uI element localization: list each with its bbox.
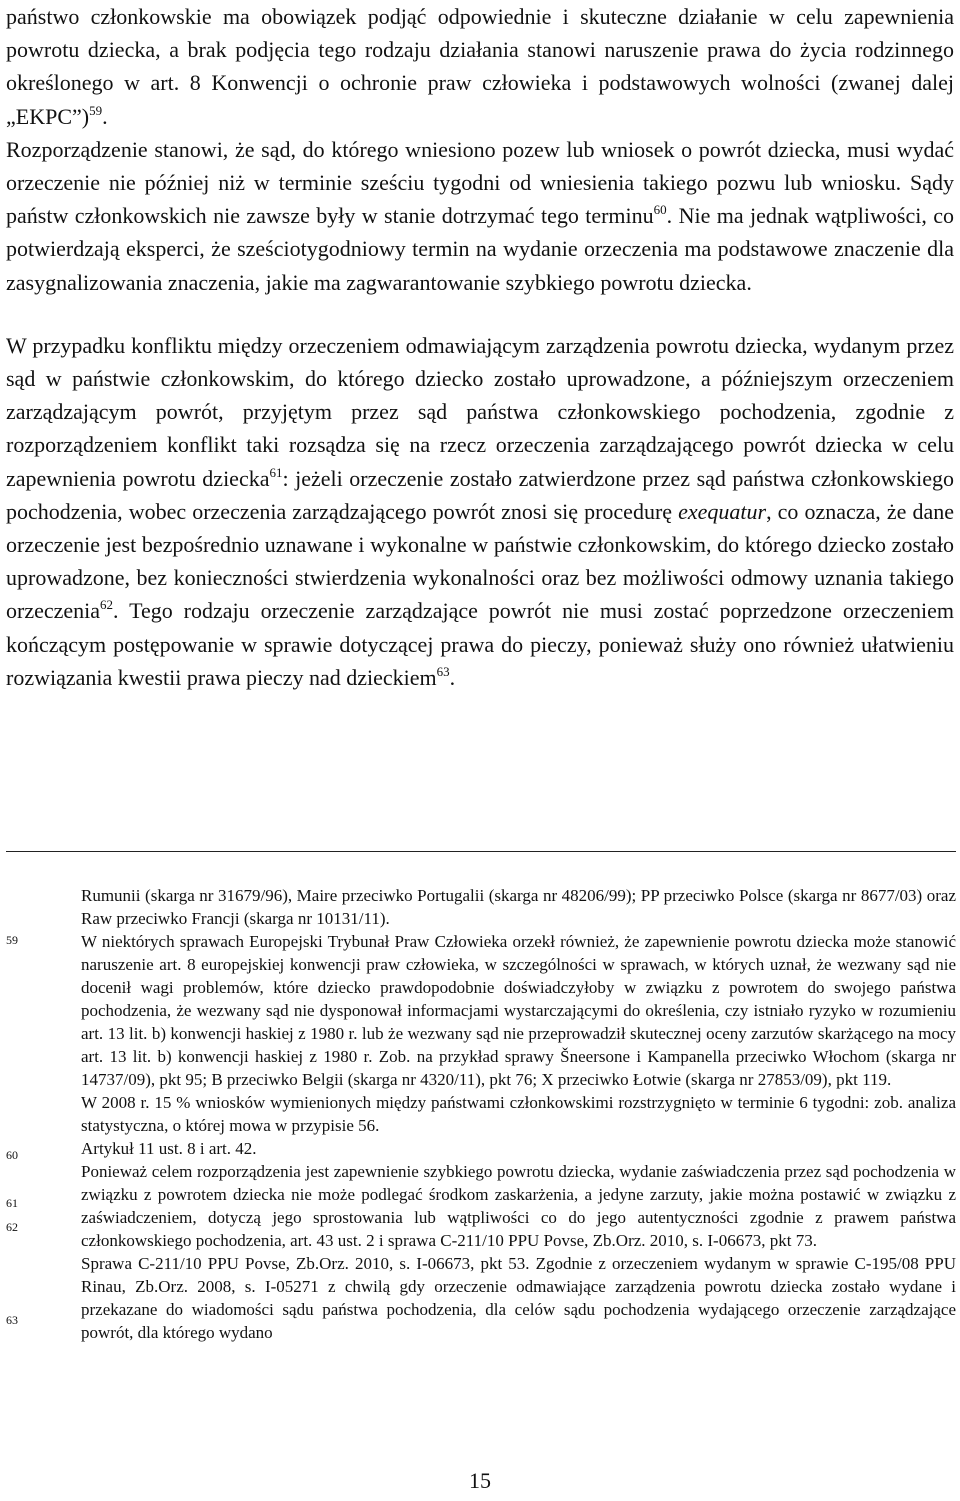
paragraph-3 — [6, 329, 954, 694]
footnote-59: W niektórych sprawach Europejski Trybunał Praw Człowieka orzekł również, że zapewnienie powrotu dziecka może stanowić naruszenie art. 8 europejskiej konwencji praw człowieka, w szczególności w sprawach, w których uznał, że wezwany sąd nie docenił wagi problemów, które dziecko prawdopodobnie doświadczyłoby w związku z powrotem do swojego państwa pochodzenia, że wezwany sąd nie dysponował informacjami wystarczającymi do określenia, czy istniało ryzyko w rozumieniu art. 13 lit. b) konwencji haskiej z 1980 r. lub że wezwany sąd nie przeprowadził skutecznej oceny zarzutów skarżącego na mocy art. 13 lit. b) konwencji haskiej z 1980 r. Zob. na przykład sprawy Šneersone i Kampanella przeciwko Włochom (skarga nr 14737/09), pkt 95; B przeciwko Belgii (skarga nr 4320/11), pkt 76; X przeciwko Łotwie (skarga nr 27853/09), pkt 119. — [81, 932, 956, 1089]
footnote-number: 61 — [6, 1196, 18, 1210]
footnotes — [81, 884, 956, 1344]
paragraph-text: państwo członkowskie ma obowiązek podjąć odpowiednie i skuteczne działanie w celu zapewnienia powrotu dziecka, a brak podjęcia tego rodzaju działania stanowi naruszenie prawa do życia rodzinnego określonego w art. 8 Konwencji o ochronie praw człowieka i podstawowych wolności (zwanej dalej „EKPC”) — [6, 4, 954, 129]
footnote-ref: 61 — [269, 464, 283, 480]
footnote-62: Ponieważ celem rozporządzenia jest zapewnienie szybkiego powrotu dziecka, wydanie zaświadczenia przez sąd pochodzenia w związku z powrotem dziecka nie może podlegać środkom zaskarżenia, a jedyne zarzuty, jakie można postawić w związku z zaświadczeniem, dotyczą jego sprostowania lub wątpliwości co do jego autentyczności zgodnie z prawem państwa członkowskiego pochodzenia, art. 43 ust. 2 i sprawa C-211/10 PPU Povse, Zb.Orz. 2010, s. I-06673, pkt 73. — [81, 1162, 956, 1250]
paragraph-text: . — [449, 664, 456, 690]
footnote-ref: 63 — [436, 663, 450, 679]
paragraph-text: : jeżeli orzeczenie zostało zatwierdzone przez sąd państwa członkowskiego pochodzenia, wobec orzeczenia zarządzającego powrót znosi się procedurę — [6, 465, 954, 524]
footnote-61: Artykuł 11 ust. 8 i art. 42. — [81, 1139, 257, 1158]
footnote-number: 60 — [6, 1148, 18, 1162]
paragraph-text: W przypadku konfliktu między orzeczeniem odmawiającym zarządzenia powrotu dziecka, wydanym przez sąd w państwie członkowskim, do którego dziecko zostało uprowadzone, a późniejszym orzeczeniem zarządzającym powrót, przyjętym przez sąd państwa członkowskiego pochodzenia, zgodnie z rozporządzeniem konflikt taki rozsądza się na rzecz orzeczenia zarządzającego powrót dziecka w celu zapewnienia powrotu dziecka — [6, 332, 954, 491]
page-number: 15 — [469, 1468, 491, 1493]
paragraph-text: . Tego rodzaju orzeczenie zarządzające powrót nie musi zostać poprzedzone orzeczeniem kończącym postępowanie w sprawie dotyczącej prawa do pieczy, ponieważ służy ono również ułatwieniu rozwiązania kwestii prawa pieczy nad dzieckiem — [6, 598, 954, 690]
footnote-59-continuation: Rumunii (skarga nr 31679/96), Maire przeciwko Portugalii (skarga nr 48206/99); PP przeciwko Polsce (skarga nr 8677/03) oraz Raw przeciwko Francji (skarga nr 10131/11). — [81, 886, 956, 928]
footnote-number: 63 — [6, 1313, 18, 1327]
main-text — [6, 0, 954, 694]
footnote-number: 62 — [6, 1220, 18, 1234]
paragraph-text: . Nie ma jednak wątpliwości, co potwierdzają eksperci, że sześciotygodniowy termin na wydanie orzeczenia ma podstawowe znaczenie dla zasygnalizowania znaczenia, jakie ma zagwarantowanie szybkiego powrotu dziecka. — [6, 203, 954, 295]
footnote-ref: 60 — [653, 202, 667, 218]
paragraph-text: Rozporządzenie stanowi, że sąd, do którego wniesiono pozew lub wniosek o powrót dziecka, musi wydać orzeczenie nie później niż w terminie sześciu tygodni od wniesienia takiego pozwu lub wniosku. Sądy państw członkowskich nie zawsze były w stanie dotrzymać tego terminu — [6, 136, 954, 229]
footnote-ref: 59 — [89, 102, 103, 118]
italic-term: exequatur — [678, 498, 767, 524]
footnote-separator — [6, 851, 956, 852]
footnote-60: W 2008 r. 15 % wniosków wymienionych między państwami członkowskimi rozstrzygnięto w terminie 6 tygodni: zob. analiza statystyczna, o której mowa w przypisie 56. — [81, 1093, 956, 1135]
paragraph-text: , co oznacza, że dane orzeczenie jest bezpośrednio uznawane i wykonalne w państwie członkowskim, do którego dziecko zostało uprowadzone, bez konieczności stwierdzenia wykonalności oraz bez możliwości odmowy uznania takiego orzeczenia — [6, 498, 954, 624]
paragraph-1 — [6, 0, 954, 133]
paragraph-2 — [6, 133, 954, 299]
paragraph-text: . — [102, 103, 108, 129]
footnote-63: Sprawa C-211/10 PPU Povse, Zb.Orz. 2010, s. I-06673, pkt 53. Zgodnie z orzeczeniem wydanym w sprawie C-195/08 PPU Rinau, Zb.Orz. 2008, s. I-05271 z chwilą gdy orzeczenie odmawiające zarządzenia powrotu dziecka zostało wydane i przekazane do wiadomości sądu państwa pochodzenia, dla celów sądu pochodzenia wydającego orzeczenie zarządzające powrót, dla którego wydano — [81, 1254, 956, 1342]
footnote-number: 59 — [6, 933, 18, 947]
footnote-ref: 62 — [100, 597, 114, 613]
